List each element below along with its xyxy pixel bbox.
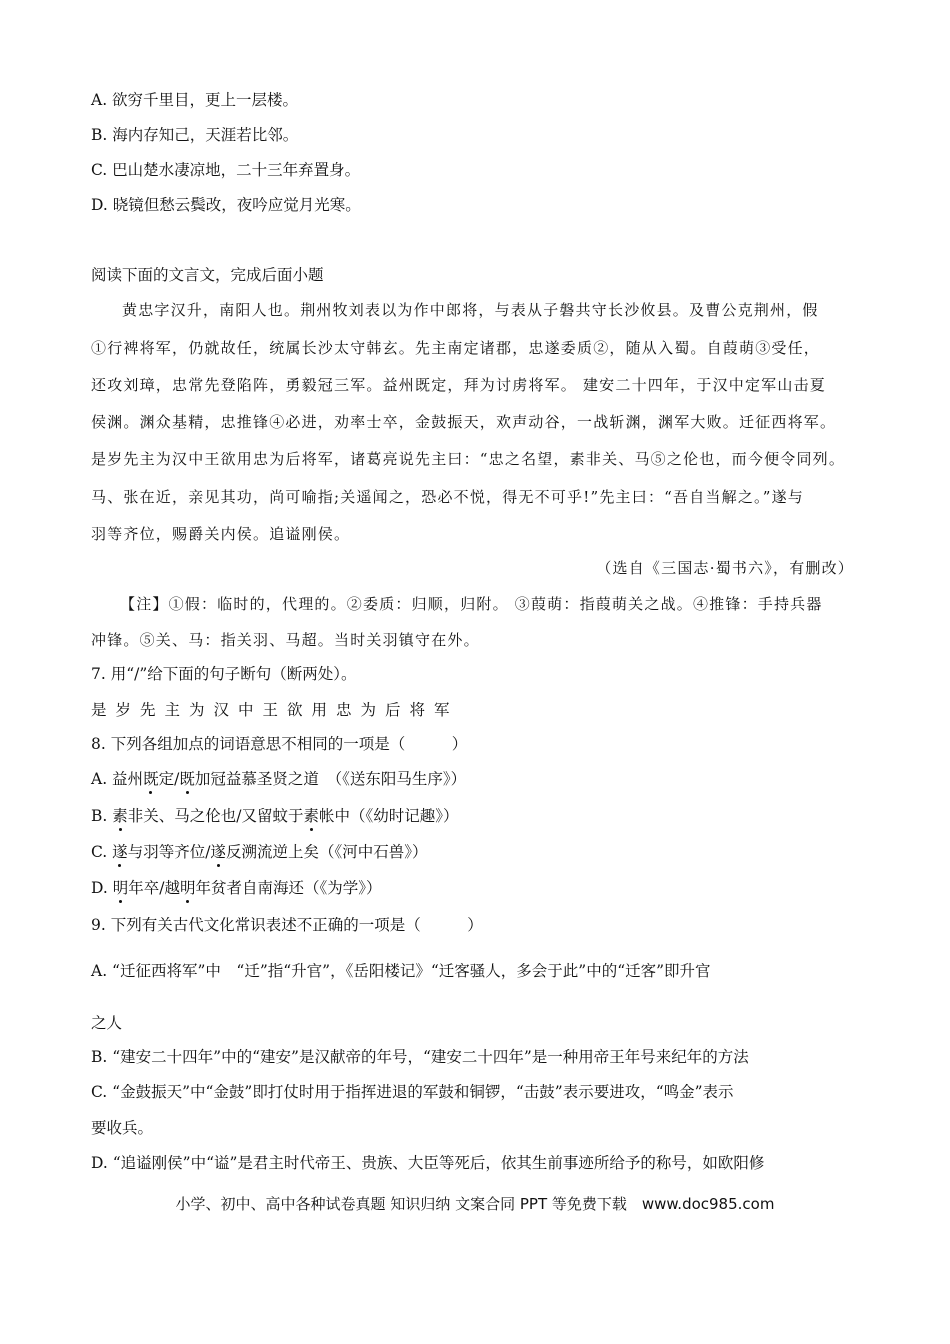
- q9-option-c-cont: 要收兵。: [91, 1119, 154, 1137]
- q9-option-b: B. “建安二十四年”中的“建安”是汉献帝的年号，“建安二十四年”是一种用帝王年号来纪年的方法: [91, 1048, 749, 1066]
- dotted-word: 遂: [112, 843, 128, 861]
- dotted-word: 既: [179, 770, 195, 788]
- note-line: 【注】①假：临时的，代理的。②委质：归顺，归附。 ③葭萌：指葭萌关之战。④推锋：手持兵器: [120, 595, 823, 613]
- passage-line: 黄忠字汉升，南阳人也。荆州牧刘表以为作中郎将，与表从子磐共守长沙攸县。及曹公克荆州，假: [122, 301, 819, 319]
- option-text: B.: [91, 807, 113, 825]
- q9-option-c: C. “金鼓振天”中“金鼓”即打仗时用于指挥进退的军鼓和铜锣，“击鼓”表示要进攻，“鸣金”表示: [91, 1083, 734, 1101]
- option-text: 定/: [158, 770, 180, 788]
- poem-option-b: B. 海内存知己，天涯若比邻。: [91, 126, 299, 144]
- poem-option-c: C. 巴山楚水凄凉地，二十三年弃置身。: [91, 161, 361, 179]
- passage-line: 是岁先主为汉中王欲用忠为后将军，诸葛亮说先主曰：“忠之名望，素非关、马⑤之伦也，而今便令同列。: [91, 450, 846, 468]
- dotted-word: 既: [143, 770, 159, 788]
- q9-option-a-cont: 之人: [91, 1014, 123, 1032]
- q7-sentence: 是岁先主为汉中王欲用忠为后将军: [91, 701, 459, 719]
- dotted-word: 明: [112, 879, 129, 897]
- q8-prompt: 8. 下列各组加点的词语意思不相同的一项是（ ）: [91, 735, 468, 753]
- option-text: 加冠益慕圣贤之道 （《送东阳马生序》）: [194, 770, 467, 788]
- passage-line: ①行裨将军，仍就故任，统属长沙太守韩玄。先主南定诸郡，忠遂委质②，随从入蜀。自葭萌③受任，: [91, 339, 821, 357]
- option-text: 反溯流逆上矣（《河中石兽》）: [225, 843, 428, 861]
- reading-intro: 阅读下面的文言文，完成后面小题: [91, 266, 324, 284]
- option-text: C.: [91, 843, 113, 861]
- option-text: 年贫者自南海还（《为学》）: [195, 879, 382, 897]
- q8-option-d: [91, 878, 382, 898]
- passage-line: 侯渊。渊众基精，忠推锋④必进，劝率士卒，金鼓振天，欢声动谷，一战斩渊，渊军大败。迁征西将军。: [91, 413, 837, 431]
- poem-option-d: D. 晓镜但愁云鬓改，夜吟应觉月光寒。: [91, 196, 361, 214]
- page-footer: 小学、初中、高中各种试卷真题 知识归纳 文案合同 PPT 等免费下载 www.doc985.com: [175, 1195, 775, 1213]
- option-text: 非关、马之伦也/又留蚊于: [127, 807, 304, 825]
- option-text: A. 益州: [91, 770, 144, 788]
- q8-option-c: [91, 842, 427, 862]
- passage-line: 还攻刘璋，忠常先登陷阵，勇毅冠三军。益州既定，拜为讨虏将军。 建安二十四年，于汉中定军山击夏: [91, 376, 826, 394]
- dotted-word: 素: [303, 807, 320, 825]
- dotted-word: 素: [112, 807, 128, 825]
- option-text: 与羽等齐位/: [127, 843, 211, 861]
- q9-prompt: 9. 下列有关古代文化常识表述不正确的一项是（ ）: [91, 916, 483, 934]
- dotted-word: 遂: [210, 843, 226, 861]
- option-text: 帐中（《幼时记趣》）: [319, 807, 459, 825]
- dotted-word: 明: [179, 879, 196, 897]
- passage-line: 羽等齐位，赐爵关内侯。追谥刚侯。: [91, 525, 351, 543]
- q7-prompt: 7. 用“/”给下面的句子断句（断两处）。: [91, 665, 357, 683]
- poem-option-a: A. 欲穷千里目，更上一层楼。: [91, 91, 299, 109]
- q9-option-a: A. “迁征西将军”中 “迁”指“升官”，《岳阳楼记》“迁客骚人，多会于此”中的“迁客”即升官: [91, 962, 711, 980]
- passage-source: （选自《三国志·蜀书六》，有删改）: [596, 559, 854, 577]
- note-line: 冲锋。⑤关、马：指关羽、马超。当时关羽镇守在外。: [91, 631, 480, 649]
- q8-option-b: [91, 806, 459, 826]
- option-text: D.: [91, 879, 113, 897]
- q8-option-a: [91, 769, 466, 789]
- q9-option-d: D. “追谥刚侯”中“谥”是君主时代帝王、贵族、大臣等死后，依其生前事迹所给予的称号，如欧阳修: [91, 1154, 765, 1172]
- passage-line: 马、张在近，亲见其功，尚可喻指;关遥闻之，恐必不悦，得无不可乎!”先主曰：“吾自当解之。”遂与: [91, 488, 804, 506]
- option-text: 年卒/越: [128, 879, 180, 897]
